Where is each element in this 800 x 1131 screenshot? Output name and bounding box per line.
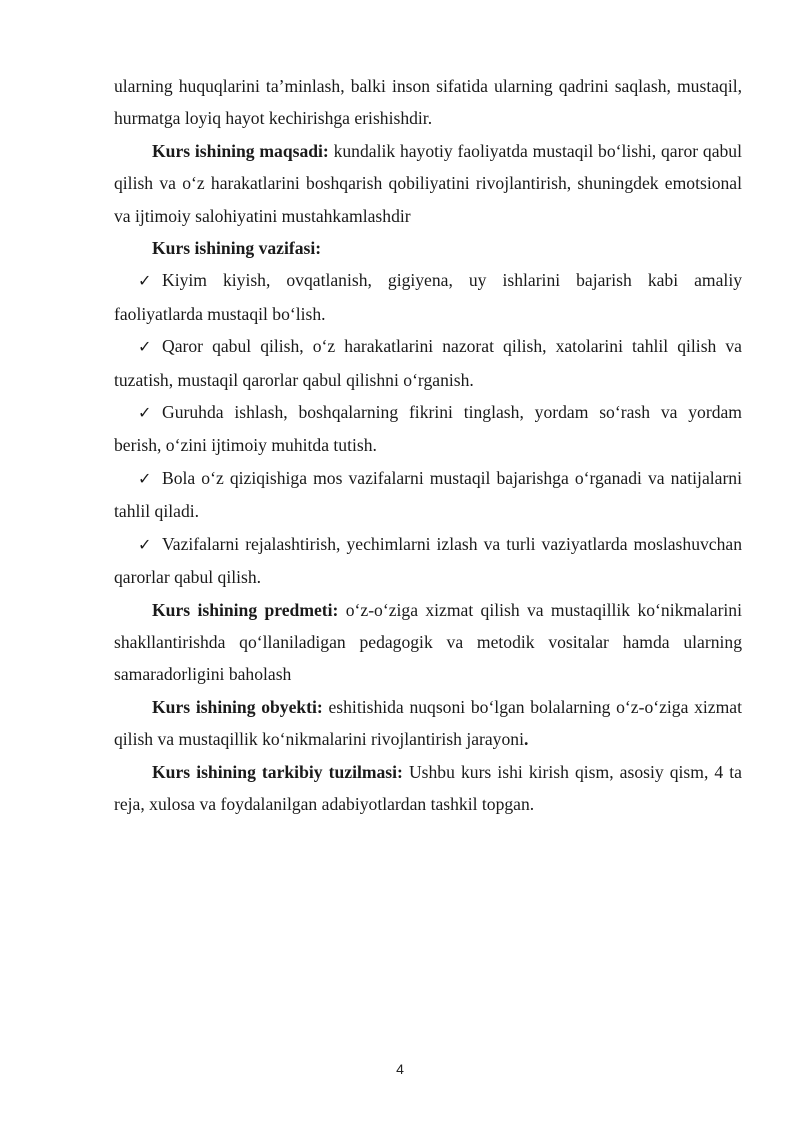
- object-label: Kurs ishining obyekti:: [152, 696, 323, 717]
- list-item: [114, 528, 742, 594]
- tasks-label: Kurs ishining vazifasi:: [152, 238, 322, 259]
- list-item-text: Bola o‘z qiziqishiga mos vazifalarni mustaqil bajarishga o‘rganadi va natijalarni tahlil qiladi.: [114, 467, 742, 522]
- goal-label: Kurs ishining maqsadi:: [152, 140, 329, 161]
- list-item: [114, 330, 742, 396]
- checkmark-icon: ✓: [138, 337, 152, 357]
- structure-text: Ushbu kurs ishi kirish qism, asosiy qism, 4 ta reja, xulosa va foydalanilgan adabiyotlardan tashkil topgan.: [114, 761, 742, 814]
- list-item: [114, 462, 742, 528]
- checkmark-icon: ✓: [138, 271, 152, 291]
- goal-paragraph: [114, 135, 742, 232]
- checkmark-icon: ✓: [138, 534, 152, 554]
- subject-label: Kurs ishining predmeti:: [152, 599, 339, 620]
- tasks-heading: [114, 232, 742, 264]
- object-end: .: [523, 729, 529, 750]
- list-item-text: Vazifalarni rejalashtirish, yechimlarni izlash va turli vaziyatlarda moslashuvchan qarorlar qabul qilish.: [114, 533, 742, 588]
- structure-label: Kurs ishining tarkibiy tuzilmasi:: [152, 761, 403, 782]
- checkmark-icon: ✓: [138, 403, 152, 423]
- list-item: [114, 264, 742, 330]
- page-number: 4: [396, 1061, 404, 1077]
- object-paragraph: [114, 691, 742, 756]
- list-item: [114, 396, 742, 462]
- object-text: eshitishida nuqsoni bo‘lgan bolalarning o‘z-o‘ziga xizmat qilish va mustaqillik ko‘nikmalarini rivojlantirish jarayoni: [114, 696, 742, 750]
- subject-paragraph: [114, 594, 742, 691]
- structure-paragraph: [114, 756, 742, 821]
- goal-text: kundalik hayotiy faoliyatda mustaqil bo‘lishi, qaror qabul qilish va o‘z harakatlarini boshqarish qobiliyatini rivojlantirish, shuningdek emotsional va ijtimoiy salohiyatini mustahkamlashdir: [114, 140, 742, 226]
- document-body: [114, 70, 742, 820]
- intro-paragraph: ularning huquqlarini ta’minlash, balki inson sifatida ularning qadrini saqlash, mustaqil, hurmatga loyiq hayot kechirishga erishishdir.: [114, 76, 742, 129]
- list-item-text: Guruhda ishlash, boshqalarning fikrini tinglash, yordam so‘rash va yordam berish, o‘zini ijtimoiy muhitda tutish.: [114, 402, 742, 456]
- subject-text: o‘z-o‘ziga xizmat qilish va mustaqillik ko‘nikmalarini shakllantirishda qo‘llaniladigan pedagogik va metodik vositalar hamda ularning samaradorligini baholash: [114, 599, 742, 685]
- checkmark-icon: ✓: [138, 468, 152, 488]
- list-item-text: Qaror qabul qilish, o‘z harakatlarini nazorat qilish, xatolarini tahlil qilish va tuzatish, mustaqil qarorlar qabul qilishni o‘rganish.: [114, 336, 742, 390]
- list-item-text: Kiyim kiyish, ovqatlanish, gigiyena, uy ishlarini bajarish kabi amaliy faoliyatlarda mustaqil bo‘lish.: [114, 270, 742, 324]
